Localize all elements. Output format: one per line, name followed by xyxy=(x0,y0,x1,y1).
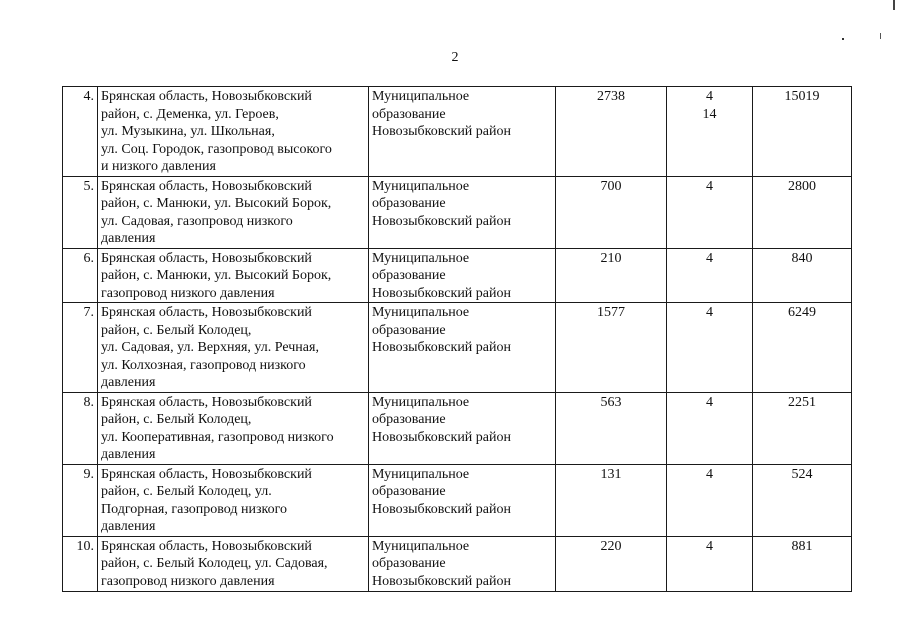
group-line: 4 xyxy=(706,538,713,554)
table-row xyxy=(63,303,852,393)
address-line: ул. Садовая, газопровод низкого xyxy=(101,213,293,229)
table-row xyxy=(63,248,852,303)
owner-line: образование xyxy=(372,196,446,211)
owner-line: Новозыбковский район xyxy=(372,501,512,517)
address-line: ул. Кооперативная, газопровод низкого xyxy=(101,429,334,445)
owner-line: Муниципальное xyxy=(372,250,470,266)
owner-line: Новозыбковский район xyxy=(372,429,512,445)
group-line: 4 xyxy=(706,178,713,194)
row-number-cell: 4. xyxy=(63,87,98,177)
owner-cell xyxy=(369,248,556,303)
value-cell: 524 xyxy=(753,464,852,536)
owner-cell xyxy=(369,303,556,393)
row-number-cell: 10. xyxy=(63,536,98,591)
value-cell: 6249 xyxy=(753,303,852,393)
address-cell xyxy=(98,464,369,536)
address-line: Брянская область, Новозыбковский xyxy=(101,394,312,410)
length-cell: 563 xyxy=(556,392,667,464)
owner-line: Новозыбковский район xyxy=(372,124,512,139)
owner-line: Муниципальное xyxy=(372,178,470,194)
address-line: газопровод низкого давления xyxy=(101,573,275,589)
owner-line: Муниципальное xyxy=(372,394,470,410)
owner-cell xyxy=(369,176,556,248)
owner-line: образование xyxy=(372,556,446,571)
group-line: 14 xyxy=(702,106,717,122)
owner-line: Муниципальное xyxy=(372,466,470,482)
table-row xyxy=(63,87,852,177)
owner-cell xyxy=(369,536,556,591)
table-row xyxy=(63,392,852,464)
address-line: ул. Садовая, ул. Верхняя, ул. Речная, xyxy=(101,340,319,355)
owner-line: Муниципальное xyxy=(372,305,470,320)
owner-line: Муниципальное xyxy=(372,89,470,104)
owner-line: образование xyxy=(372,484,446,499)
group-cell xyxy=(667,303,753,393)
address-line: район, с. Белый Колодец, xyxy=(101,322,252,338)
address-line: ул. Соц. Городок, газопровод высокого xyxy=(101,141,332,157)
address-cell xyxy=(98,392,369,464)
owner-cell xyxy=(369,392,556,464)
length-cell: 2738 xyxy=(556,87,667,177)
address-line: давления xyxy=(101,447,156,462)
address-cell xyxy=(98,176,369,248)
value-cell: 881 xyxy=(753,536,852,591)
address-line: район, с. Манюки, ул. Высокий Борок, xyxy=(101,196,332,211)
address-line: район, с. Деменка, ул. Героев, xyxy=(101,106,279,122)
owner-line: Новозыбковский район xyxy=(372,340,512,355)
value-cell: 2251 xyxy=(753,392,852,464)
group-line: 4 xyxy=(706,305,713,320)
owner-line: Новозыбковский район xyxy=(372,213,512,229)
length-cell: 700 xyxy=(556,176,667,248)
address-line: ул. Музыкина, ул. Школьная, xyxy=(101,124,275,139)
length-cell: 220 xyxy=(556,536,667,591)
owner-line: образование xyxy=(372,268,446,283)
length-cell: 131 xyxy=(556,464,667,536)
address-line: ул. Колхозная, газопровод низкого xyxy=(101,357,306,373)
length-cell: 1577 xyxy=(556,303,667,393)
address-line: Брянская область, Новозыбковский xyxy=(101,250,312,266)
address-line: район, с. Белый Колодец, xyxy=(101,412,252,427)
group-line: 4 xyxy=(706,466,713,482)
owner-line: Новозыбковский район xyxy=(372,573,512,589)
address-line: давления xyxy=(101,231,156,246)
address-line: давления xyxy=(101,519,156,534)
table-row xyxy=(63,536,852,591)
owner-cell xyxy=(369,87,556,177)
scan-tick-mark xyxy=(880,33,881,39)
group-cell xyxy=(667,248,753,303)
address-cell xyxy=(98,303,369,393)
address-cell xyxy=(98,248,369,303)
address-line: Брянская область, Новозыбковский xyxy=(101,305,312,320)
address-cell xyxy=(98,536,369,591)
value-cell: 2800 xyxy=(753,176,852,248)
owner-cell xyxy=(369,464,556,536)
scan-edge-mark xyxy=(893,0,895,10)
row-number-cell: 7. xyxy=(63,303,98,393)
owner-line: Новозыбковский район xyxy=(372,285,512,301)
table-row xyxy=(63,176,852,248)
length-cell: 210 xyxy=(556,248,667,303)
address-line: район, с. Белый Колодец, ул. xyxy=(101,484,272,499)
owner-line: образование xyxy=(372,322,446,338)
page-number: 2 xyxy=(451,50,459,65)
value-cell: 15019 xyxy=(753,87,852,177)
address-line: газопровод низкого давления xyxy=(101,285,275,301)
group-cell xyxy=(667,176,753,248)
row-number-cell: 5. xyxy=(63,176,98,248)
group-cell xyxy=(667,536,753,591)
group-cell xyxy=(667,464,753,536)
address-cell xyxy=(98,87,369,177)
address-line: Брянская область, Новозыбковский xyxy=(101,89,312,104)
group-line: 4 xyxy=(706,250,713,266)
address-line: Подгорная, газопровод низкого xyxy=(101,501,287,517)
address-line: район, с. Манюки, ул. Высокий Борок, xyxy=(101,268,332,283)
owner-line: образование xyxy=(372,106,446,122)
row-number-cell: 9. xyxy=(63,464,98,536)
address-line: Брянская область, Новозыбковский xyxy=(101,178,312,194)
table-body xyxy=(63,87,852,592)
address-line: давления xyxy=(101,375,156,390)
group-cell xyxy=(667,392,753,464)
owner-line: образование xyxy=(372,412,446,427)
scan-dot-mark xyxy=(842,38,844,40)
gas-pipeline-registry-table xyxy=(62,86,852,592)
row-number-cell: 8. xyxy=(63,392,98,464)
group-line: 4 xyxy=(706,394,713,410)
address-line: Брянская область, Новозыбковский xyxy=(101,466,312,482)
address-line: и низкого давления xyxy=(101,159,216,174)
address-line: Брянская область, Новозыбковский xyxy=(101,538,312,554)
row-number-cell: 6. xyxy=(63,248,98,303)
address-line: район, с. Белый Колодец, ул. Садовая, xyxy=(101,556,328,571)
group-cell xyxy=(667,87,753,177)
owner-line: Муниципальное xyxy=(372,538,470,554)
value-cell: 840 xyxy=(753,248,852,303)
group-line: 4 xyxy=(706,89,713,104)
table-row xyxy=(63,464,852,536)
